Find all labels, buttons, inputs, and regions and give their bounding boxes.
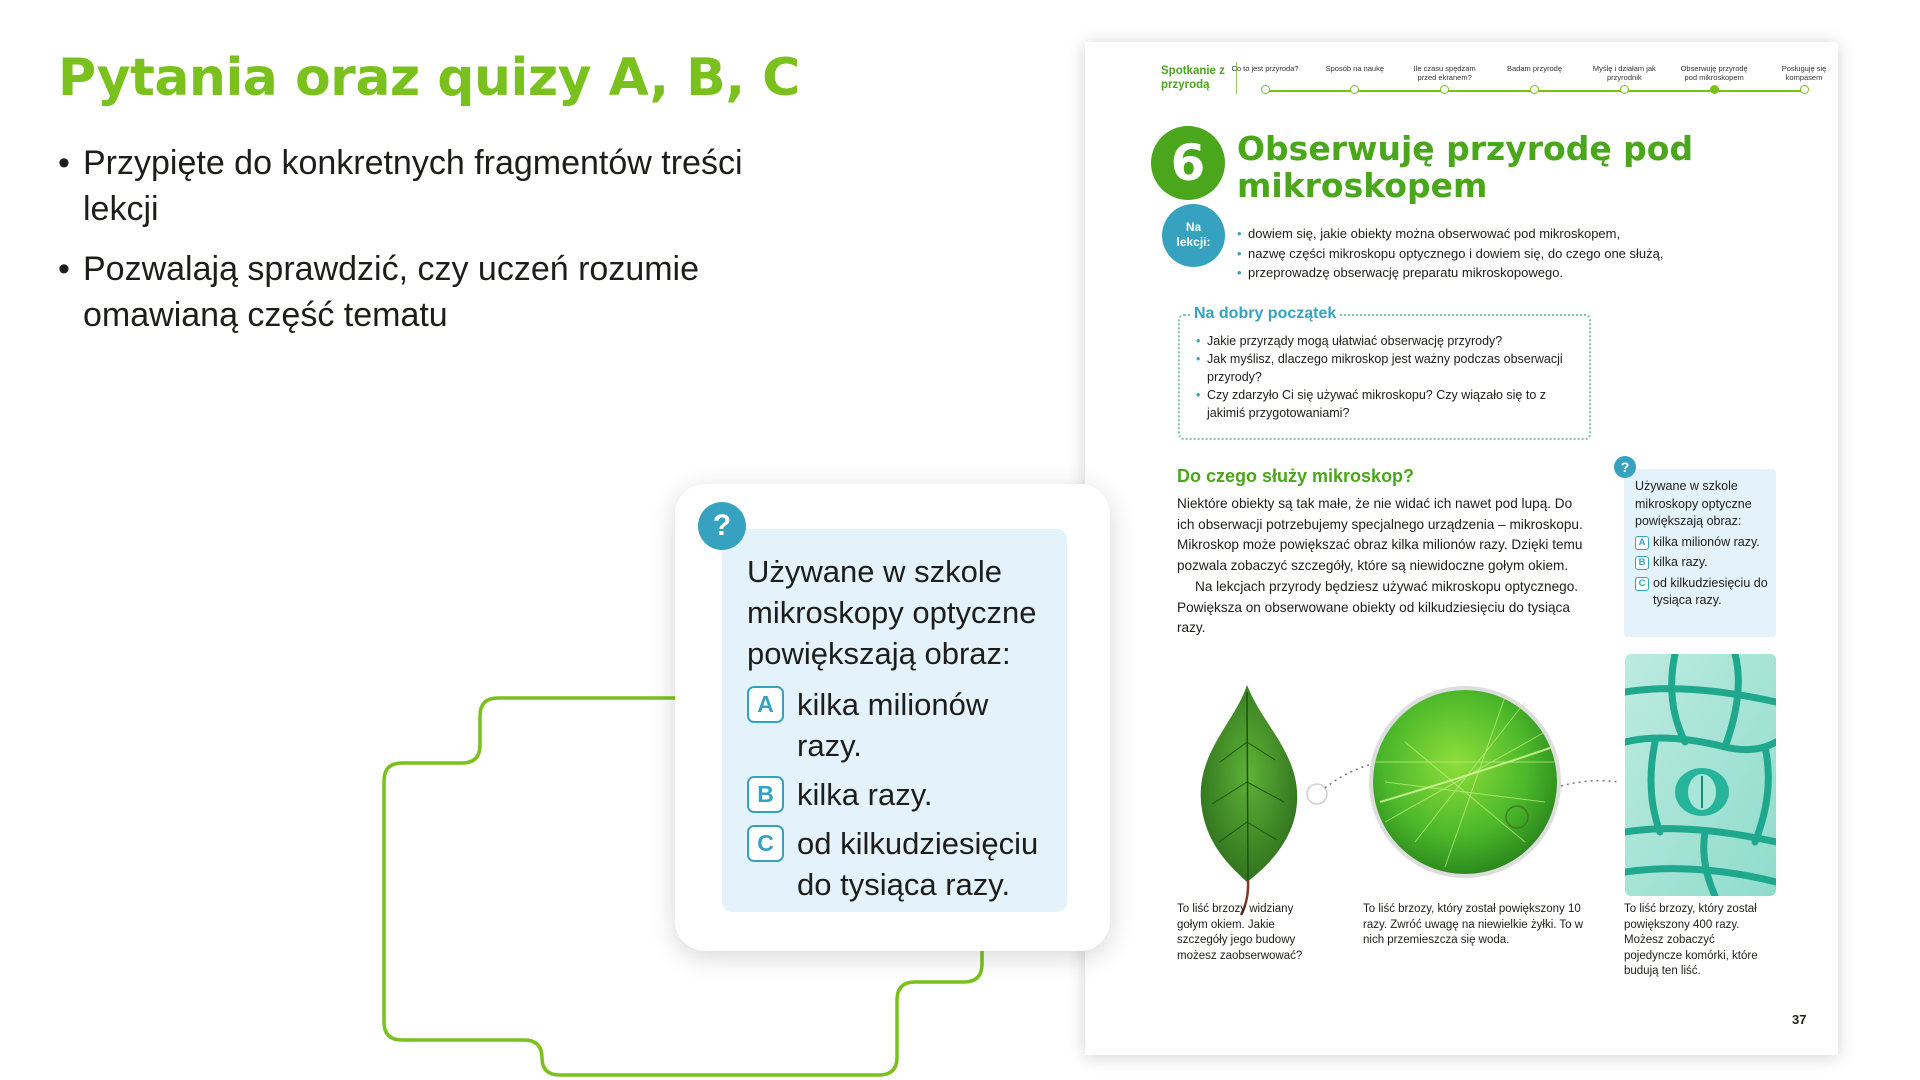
nav-step-label[interactable]: Myślę i działam jak przyrodnik [1592,64,1656,82]
warmup-question: • Jakie przyrządy mogą ułatwiać obserwację przyrody? [1196,332,1579,350]
caption: To liść brzozy, który został powiększony 400 razy. Możesz zobaczyć pojedyncze komórki, które budują ten liść. [1624,903,1758,977]
question-mark-icon[interactable]: ? [698,502,746,550]
page-quiz-option-b[interactable]: B kilka razy. [1635,554,1768,572]
paragraph: Niektóre obiekty są tak małe, że nie widać ich nawet pod lupą. Do ich obserwacji potrzebujemy specjalnego urządzenia – mikroskopu. Mikroskop może powiększać obraz kilka milionów razy. Dzięki temu pozwala zobaczyć szczegóły, które są niewidoczne gołym okiem. [1177,496,1583,574]
chapter-title: Spotkanie z przyrodą [1161,65,1225,91]
slide-title: Pytania oraz quizy A, B, C [58,48,800,108]
paragraph: Na lekcjach przyrody będziesz używać mikroskopu optycznego. Powiększa on obserwowane obiekty od kilkudziesięciu do tysiąca razy. [1177,578,1579,636]
zoom-dots [1325,764,1372,788]
zoom-dots [1561,781,1619,786]
option-letter: B [747,776,784,813]
page-number: 37 [1792,1012,1807,1027]
quiz-option-b[interactable] [747,774,1045,815]
warmup-question: • Czy zdarzyło Ci się używać mikroskopu? Czy wiązało się to z jakimiś przygotowaniami? [1196,386,1579,422]
quiz-option-c[interactable] [747,823,1045,905]
section-title: Do czego służy mikroskop? [1177,466,1415,486]
goal-item: • nazwę części mikroskopu optycznego i dowiem się, do czego one służą, [1237,244,1717,264]
textbook-page [1085,42,1838,1055]
nav-step-label[interactable]: Posługuję się kompasem [1781,64,1827,82]
lesson-number-badge: 6 [1151,126,1225,200]
option-text: od kilkudziesięciu do tysiąca razy. [797,826,1039,902]
page-quiz-option-a[interactable]: A kilka milionów razy. [1635,534,1768,552]
caption: To liść brzozy widziany gołym okiem. Jakie szczegóły jego budowy możesz zaobserwować? [1177,903,1303,962]
nav-step-label[interactable]: Co to jest przyroda? [1231,64,1299,73]
quiz-option-a[interactable] [747,684,1045,766]
leaf-10x-image [1369,686,1561,878]
question-mark-icon[interactable]: ? [1614,456,1636,478]
quiz-question: Używane w szkole mikroskopy optyczne powiększają obraz: [747,554,1037,671]
lesson-title: Obserwuję przyrodę pod mikroskopem [1237,129,1694,205]
caption: To liść brzozy, który został powiększony 10 razy. Zwróć uwagę na niewielkie żyłki. To w nich przemieszcza się woda. [1363,903,1584,946]
nav-step-label[interactable]: Sposób na naukę [1325,64,1385,73]
option-text: kilka milionów razy. [797,687,989,763]
na-lekcji-badge: Na lekcji: [1162,204,1225,267]
nav-step-label[interactable]: Obserwuję przyrodę pod mikroskopem [1680,64,1748,82]
page-quiz-question: Używane w szkole mikroskopy optyczne powiększają obraz: [1635,479,1752,528]
slide-bullet: • Przypięte do konkretnych fragmentów treści lekcji [58,140,758,232]
leaf-cells-400x-image [1625,654,1776,896]
slide-bullet-list [58,140,758,352]
option-letter: A [747,686,784,723]
nav-step-label[interactable]: Badam przyrodę [1506,64,1563,73]
option-letter: C [747,825,784,862]
warmup-title: Na dobry początek [1190,305,1340,323]
nav-step-label[interactable]: Ile czasu spędzam przed ekranem? [1413,64,1476,82]
option-text: kilka razy. [797,777,933,812]
warmup-question: • Jak myślisz, dlaczego mikroskop jest ważny podczas obserwacji przyrody? [1196,350,1579,386]
page-quiz-option-c[interactable]: C od kilkudziesięciu do tysiąca razy. [1635,575,1768,610]
goal-item: • przeprowadzę obserwację preparatu mikroskopowego. [1237,263,1717,283]
goal-item: • dowiem się, jakie obiekty można obserwować pod mikroskopem, [1237,224,1717,244]
zoomed-quiz-card[interactable] [675,484,1110,951]
quiz-panel [722,529,1067,912]
slide-bullet: • Pozwalają sprawdzić, czy uczeń rozumie omawianą część tematu [58,246,758,338]
birch-leaf-image [1201,685,1327,915]
